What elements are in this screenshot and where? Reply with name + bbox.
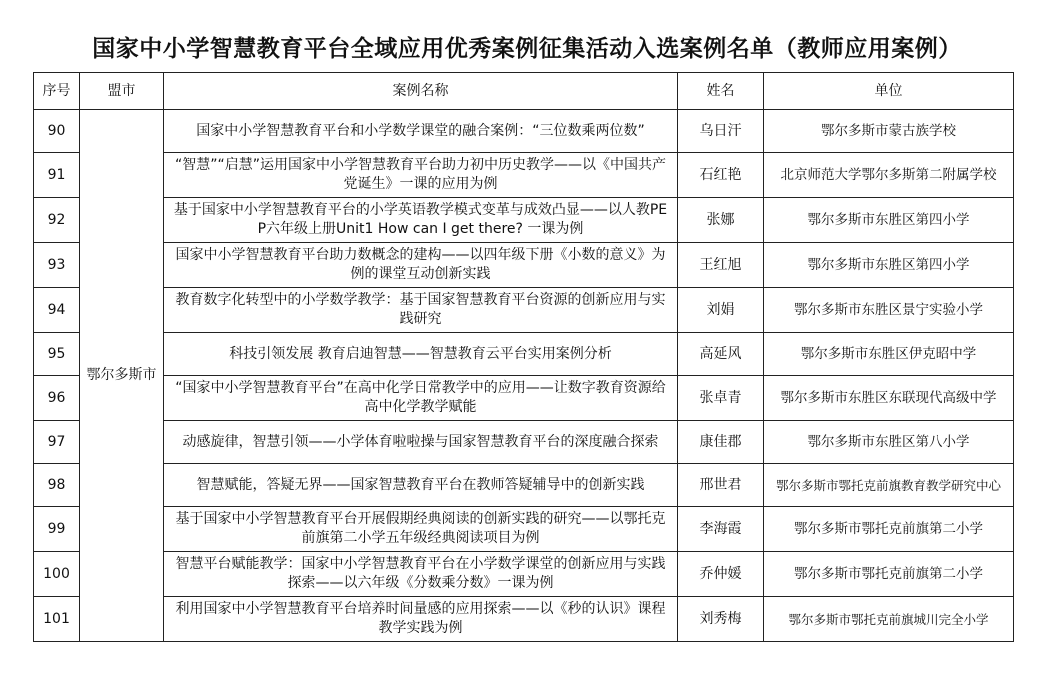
row-name: 高延风 (678, 333, 764, 376)
row-name: 张娜 (678, 198, 764, 243)
row-case: 科技引领发展 教育启迪智慧——智慧教育云平台实用案例分析 (164, 333, 678, 376)
row-name: 乌日汗 (678, 110, 764, 153)
row-unit: 鄂尔多斯市鄂托克前旗第二小学 (764, 507, 1014, 552)
row-name: 邢世君 (678, 464, 764, 507)
row-name: 刘秀梅 (678, 597, 764, 642)
table-row (34, 288, 1014, 333)
row-unit: 鄂尔多斯市东胜区景宁实验小学 (764, 288, 1014, 333)
table-row (34, 597, 1014, 642)
row-case: 基于国家中小学智慧教育平台开展假期经典阅读的创新实践的研究——以鄂托克前旗第二小学五年级经典阅读项目为例 (164, 507, 678, 552)
row-seq: 91 (34, 153, 80, 198)
row-unit: 鄂尔多斯市鄂托克前旗第二小学 (764, 552, 1014, 597)
row-seq: 95 (34, 333, 80, 376)
table-row (34, 421, 1014, 464)
page-title: 国家中小学智慧教育平台全域应用优秀案例征集活动入选案例名单（教师应用案例） (92, 36, 962, 62)
table-row (34, 333, 1014, 376)
row-name: 张卓青 (678, 376, 764, 421)
row-unit: 鄂尔多斯市鄂托克前旗教育教学研究中心 (764, 464, 1014, 507)
table-row (34, 552, 1014, 597)
row-seq: 96 (34, 376, 80, 421)
row-case: 国家中小学智慧教育平台助力数概念的建构——以四年级下册《小数的意义》为例的课堂互动创新实践 (164, 243, 678, 288)
row-name: 李海霞 (678, 507, 764, 552)
row-unit: 鄂尔多斯市东胜区第四小学 (764, 198, 1014, 243)
row-case: “智慧”“启慧”运用国家中小学智慧教育平台助力初中历史教学——以《中国共产党诞生》一课的应用为例 (164, 153, 678, 198)
row-seq: 97 (34, 421, 80, 464)
row-seq: 100 (34, 552, 80, 597)
row-seq: 98 (34, 464, 80, 507)
row-case: 智慧赋能，答疑无界——国家智慧教育平台在教师答疑辅导中的创新实践 (164, 464, 678, 507)
row-unit: 鄂尔多斯市东胜区第四小学 (764, 243, 1014, 288)
row-seq: 93 (34, 243, 80, 288)
table-row (34, 376, 1014, 421)
league-cell: 鄂尔多斯市 (80, 110, 164, 642)
row-seq: 94 (34, 288, 80, 333)
row-case: 国家中小学智慧教育平台和小学数学课堂的融合案例：“三位数乘两位数” (164, 110, 678, 153)
row-unit: 鄂尔多斯市东胜区东联现代高级中学 (764, 376, 1014, 421)
table-row (34, 507, 1014, 552)
row-seq: 99 (34, 507, 80, 552)
row-unit: 鄂尔多斯市东胜区伊克昭中学 (764, 333, 1014, 376)
row-seq: 101 (34, 597, 80, 642)
row-unit: 鄂尔多斯市蒙古族学校 (764, 110, 1014, 153)
row-name: 康佳郡 (678, 421, 764, 464)
header-case-name: 案例名称 (164, 73, 678, 110)
header-unit: 单位 (764, 73, 1014, 110)
table-header-row (34, 73, 1014, 110)
row-case: 动感旋律，智慧引领——小学体育啦啦操与国家智慧教育平台的深度融合探索 (164, 421, 678, 464)
table-row (34, 110, 1014, 153)
table-row (34, 153, 1014, 198)
row-seq: 90 (34, 110, 80, 153)
table-row (34, 243, 1014, 288)
table-row (34, 464, 1014, 507)
row-case: “国家中小学智慧教育平台”在高中化学日常教学中的应用——让数字教育资源给高中化学教学赋能 (164, 376, 678, 421)
row-name: 乔仲媛 (678, 552, 764, 597)
row-case: 智慧平台赋能教学：国家中小学智慧教育平台在小学数学课堂的创新应用与实践探索——以六年级《分数乘分数》一课为例 (164, 552, 678, 597)
header-seq: 序号 (34, 73, 80, 110)
table-row (34, 198, 1014, 243)
row-case: 利用国家中小学智慧教育平台培养时间量感的应用探索——以《秒的认识》课程教学实践为例 (164, 597, 678, 642)
row-unit: 北京师范大学鄂尔多斯第二附属学校 (764, 153, 1014, 198)
row-unit: 鄂尔多斯市鄂托克前旗城川完全小学 (764, 597, 1014, 642)
row-case: 基于国家中小学智慧教育平台的小学英语教学模式变革与成效凸显——以人教PEP六年级上册Unit1 How can I get there? 一课为例 (164, 198, 678, 243)
row-name: 刘娟 (678, 288, 764, 333)
header-name: 姓名 (678, 73, 764, 110)
row-name: 石红艳 (678, 153, 764, 198)
row-case: 教育数字化转型中的小学数学教学：基于国家智慧教育平台资源的创新应用与实践研究 (164, 288, 678, 333)
row-name: 王红旭 (678, 243, 764, 288)
row-unit: 鄂尔多斯市东胜区第八小学 (764, 421, 1014, 464)
header-league: 盟市 (80, 73, 164, 110)
row-seq: 92 (34, 198, 80, 243)
case-table (33, 72, 1014, 642)
